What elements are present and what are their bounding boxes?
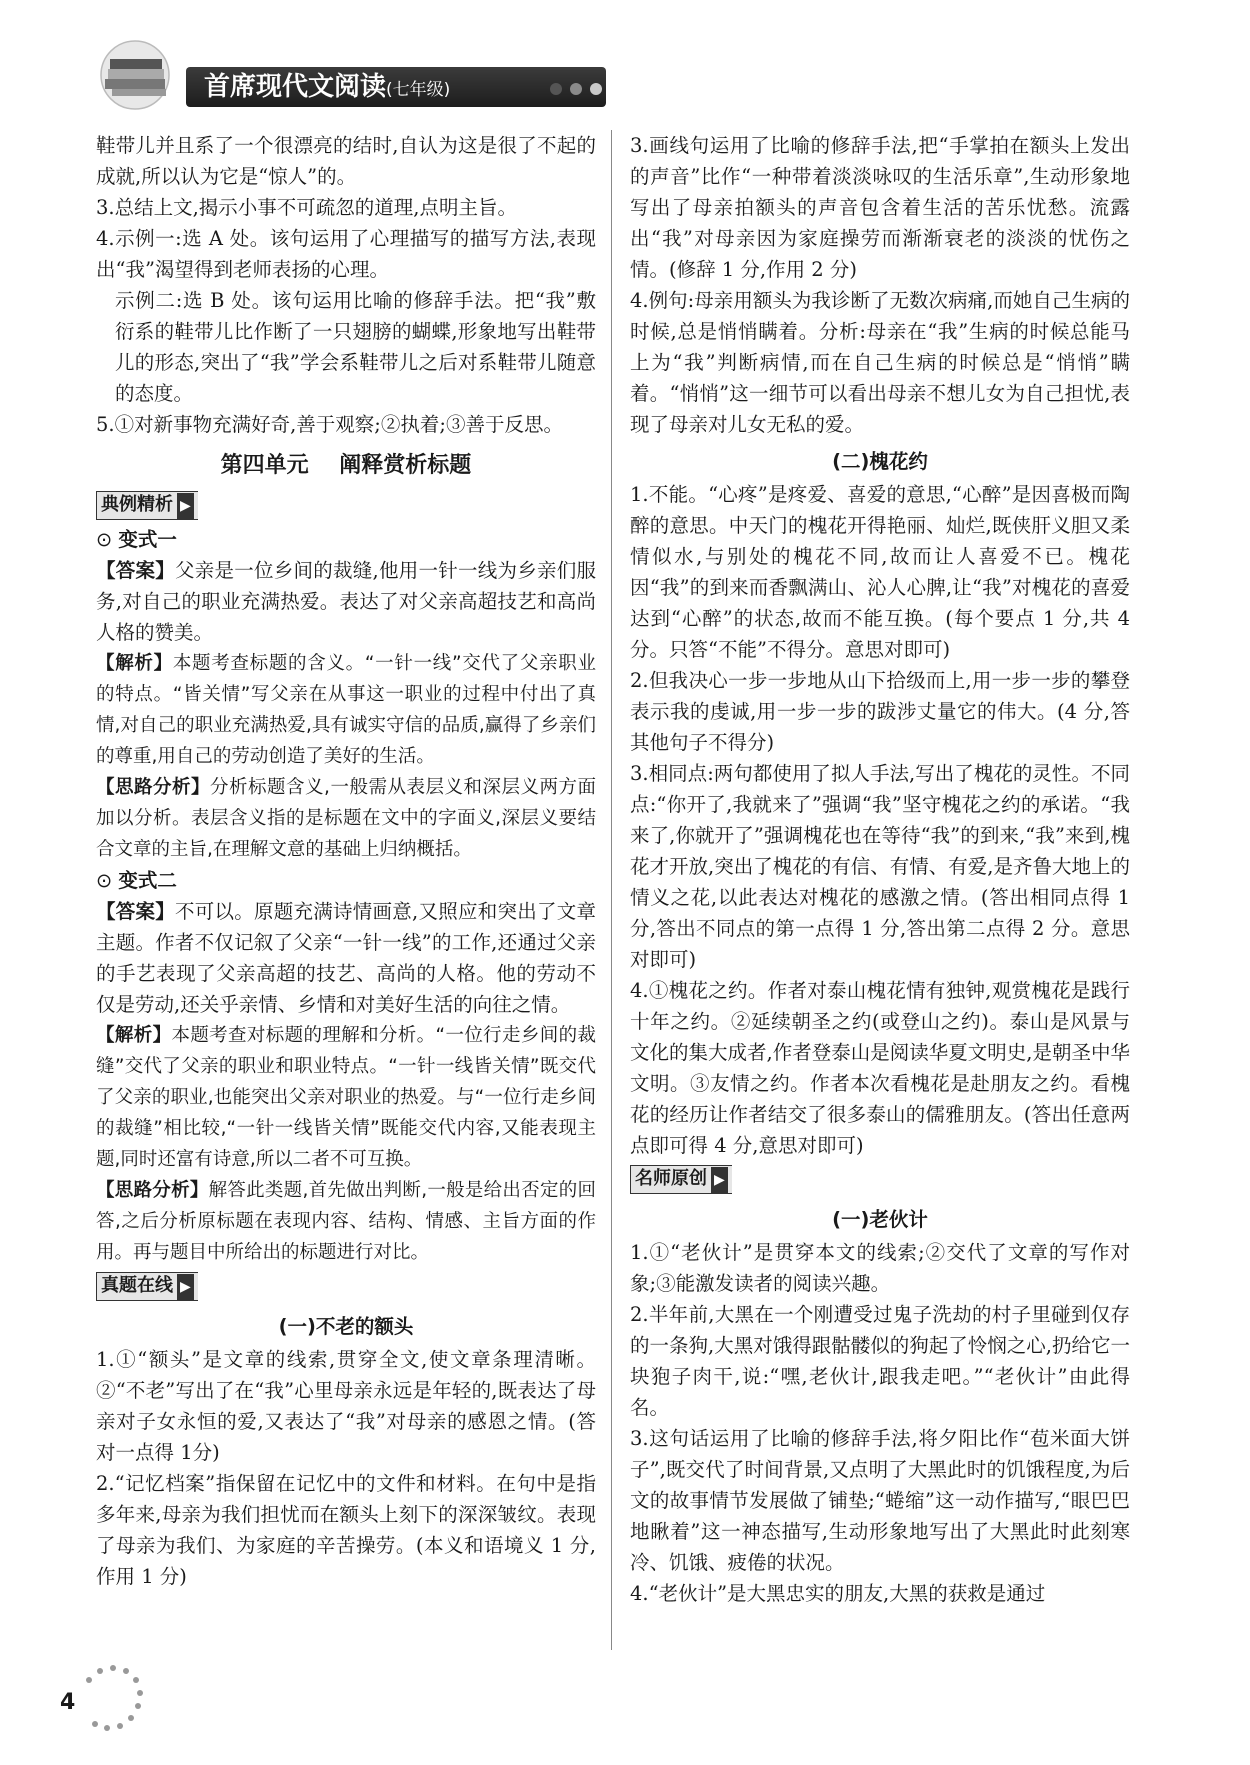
thinking-text: 分析标题含义,一般需从表层义和深层义两方面加以分析。表层含义指的是标题在文中的字面义,深层义要结合文章的主旨,在理解文意的基础上归纳概括。 [96, 777, 596, 860]
answer-text: 不可以。原题充满诗情画意,又照应和突出了文章主题。作者不仅记叙了父亲“一针一线”的工作,还通过父亲的手艺表现了父亲高超的技艺、高尚的人格。他的劳动不仅是劳动,还关乎亲情、乡情和对美好生活的向往之情。 [96, 900, 596, 1016]
answer-line: 4.示例一:选 A 处。该句运用了心理描写的描写方法,表现出“我”渴望得到老师表扬的心理。 [96, 227, 596, 281]
dot-icon [590, 83, 602, 95]
book-grade: (七年级) [386, 80, 451, 100]
thinking-block [96, 1175, 596, 1268]
thinking-block [96, 772, 596, 865]
passage-title: (一)不老的额头 [278, 1315, 414, 1338]
answer-line: 4.例句:母亲用额头为我诊断了无数次病痛,而她自己生病的时候,总是悄悄瞒着。分析:母亲在“我”生病的时候总能马上为“我”判断病情,而在自己生病的时候总是“悄悄”瞒着。“悄悄”这一细节可以看出母亲不想儿女为自己担忧,表现了母亲对儿女无私的爱。 [630, 289, 1130, 436]
answer-line: 3.相同点:两句都使用了拟人手法,写出了槐花的灵性。不同点:“你开了,我就来了”强调“我”坚守槐花之约的承诺。“我来了,你就开了”强调槐花也在等待“我”的到来,“我”来到,槐花才开放,突出了槐花的有信、有情、有爱,是齐鲁大地上的情义之花,以此表达对槐花的感激之情。(答出相同点得 1 分,答出不同点的第一点得 1 分,答出第二点得 2 分。意思对即可) [630, 762, 1130, 971]
section-tag-label: 真题在线 [101, 1275, 173, 1296]
dot-icon [550, 83, 562, 95]
section-tag [96, 491, 198, 520]
variant-label: 变式二 [118, 869, 177, 892]
answer-line: 1.①“额头”是文章的线索,贯穿全文,使文章条理清晰。②“不老”写出了在“我”心里母亲永远是年轻的,既表达了母亲对子女永恒的爱,又表达了“我”对母亲的感恩之情。(答对一点得 1分) [96, 1348, 596, 1464]
variant-heading [96, 865, 596, 896]
answer-line: 1.不能。“心疼”是疼爱、喜爱的意思,“心醉”是因喜极而陶醉的意思。中天门的槐花开得艳丽、灿烂,既侠肝义胆又柔情似水,与别处的槐花不同,故而让人喜爱不已。槐花因“我”的到来而香飘满山、沁人心脾,让“我”对槐花的喜爱达到“心醉”的状态,故而不能互换。(每个要点 1 分,共 4 分。只答“不能”不得分。意思对即可) [630, 483, 1130, 661]
answer-line: 1.①“老伙计”是贯穿本文的线索;②交代了文章的写作对象;③能激发读者的阅读兴趣。 [630, 1241, 1130, 1295]
answer-line: 3.画线句运用了比喻的修辞手法,把“手掌拍在额头上发出的声音”比作“一种带着淡淡咏叹的生活乐章”,生动形象地写出了母亲拍额头的声音包含着生活的苦乐忧愁。流露出“我”对母亲因为家庭操劳而渐渐衰老的淡淡的忧伤之情。(修辞 1 分,作用 2 分) [630, 134, 1130, 281]
thinking-text: 解答此类题,首先做出判断,一般是给出否定的回答,之后分析原标题在表现内容、结构、情感、主旨方面的作用。再与题目中所给出的标题进行对比。 [96, 1180, 596, 1263]
variant-heading [96, 524, 596, 555]
answer-line: 2.“记忆档案”指保留在记忆中的文件和材料。在句中是指多年来,母亲为我们担忧而在额头上刻下的深深皱纹。表现了母亲为我们、为家庭的辛苦操劳。(本义和语境义 1 分,作用 1 分) [96, 1472, 596, 1588]
answer-label: 【答案】 [96, 559, 176, 582]
column-divider [611, 130, 612, 1650]
play-arrow-icon: ▶ [177, 1274, 194, 1300]
analysis-label: 【解析】 [96, 1025, 172, 1046]
thinking-label: 【思路分析】 [96, 777, 211, 798]
bullet-icon: ⊙ [96, 528, 113, 551]
page-number: 4 [60, 1690, 76, 1715]
answer-line: 3.这句话运用了比喻的修辞手法,将夕阳比作“苞米面大饼子”,既交代了时间背景,又点明了大黑此时的饥饿程度,为后文的故事情节发展做了铺垫;“蜷缩”这一动作描写,“眼巴巴地瞅着”这一神态描写,生动形象地写出了大黑此时此刻寒冷、饥饿、疲倦的状况。 [630, 1427, 1130, 1574]
dot-icon [570, 83, 582, 95]
answer-block [96, 896, 596, 1020]
bullet-icon: ⊙ [96, 869, 113, 892]
section-tag-label: 名师原创 [635, 1168, 707, 1189]
answer-label: 【答案】 [96, 900, 176, 923]
analysis-block [96, 1020, 596, 1175]
analysis-text: 本题考查对标题的理解和分析。“一位行走乡间的裁缝”交代了父亲的职业和职业特点。“一针一线皆关情”既交代了父亲的职业,也能突出父亲对职业的热爱。与“一位行走乡间的裁缝”相比较,“一针一线皆关情”既能交代内容,又能表现主题,同时还富有诗意,所以二者不可互换。 [96, 1025, 596, 1170]
play-arrow-icon: ▶ [177, 493, 194, 519]
answer-line: 鞋带儿并且系了一个很漂亮的结时,自认为这是很了不起的成就,所以认为它是“惊人”的。 [96, 134, 596, 188]
answer-line: 2.但我决心一步一步地从山下拾级而上,用一步一步的攀登表示我的虔诚,用一步一步的跋涉丈量它的伟大。(4 分,答其他句子不得分) [630, 669, 1130, 754]
book-title: 首席现代文阅读 [204, 72, 387, 102]
page-number-decoration-icon [78, 1660, 148, 1740]
analysis-label: 【解析】 [96, 653, 173, 674]
thinking-label: 【思路分析】 [96, 1180, 209, 1201]
book-title-bar [186, 67, 606, 107]
analysis-block [96, 648, 596, 772]
section-tag-label: 典例精析 [101, 494, 173, 515]
section-tag [96, 1272, 198, 1301]
passage-title: (二)槐花约 [832, 450, 928, 473]
section-tag [630, 1165, 732, 1194]
answer-block [96, 555, 596, 648]
books-icon [90, 35, 180, 110]
left-column [96, 130, 596, 1592]
right-column [630, 130, 1130, 1609]
answer-line: 2.半年前,大黑在一个刚遭受过鬼子洗劫的村子里碰到仅存的一条狗,大黑对饿得跟骷髅似的狗起了怜悯之心,扔给它一块狍子肉干,说:“嘿,老伙计,跟我走吧。”“老伙计”由此得名。 [630, 1303, 1130, 1419]
answer-line: 4.“老伙计”是大黑忠实的朋友,大黑的获救是通过 [630, 1582, 1046, 1605]
answer-line: 5.①对新事物充满好奇,善于观察;②执着;③善于反思。 [96, 413, 563, 436]
answer-line: 3.总结上文,揭示小事不可疏忽的道理,点明主旨。 [96, 196, 518, 219]
passage-title: (一)老伙计 [832, 1208, 928, 1231]
answer-line: 示例二:选 B 处。该句运用比喻的修辞手法。把“我”敷衍系的鞋带儿比作断了一只翅膀的蝴蝶,形象地写出鞋带儿的形态,突出了“我”学会系鞋带儿之后对系鞋带儿随意的态度。 [115, 289, 596, 405]
play-arrow-icon: ▶ [711, 1167, 728, 1193]
answer-line: 4.①槐花之约。作者对泰山槐花情有独钟,观赏槐花是践行十年之约。②延续朝圣之约(或登山之约)。泰山是风景与文化的集大成者,作者登泰山是阅读华夏文明史,是朝圣中华文明。③友情之约。作者本次看槐花是赴朋友之约。看槐花的经历让作者结交了很多泰山的儒雅朋友。(答出任意两点即可得 4 分,意思对即可) [630, 979, 1130, 1157]
answer-text: 父亲是一位乡间的裁缝,他用一针一线为乡亲们服务,对自己的职业充满热爱。表达了对父亲高超技艺和高尚人格的赞美。 [96, 559, 596, 644]
analysis-text: 本题考查标题的含义。“一针一线”交代了父亲职业的特点。“皆关情”写父亲在从事这一职业的过程中付出了真情,对自己的职业充满热爱,具有诚实守信的品质,赢得了乡亲们的尊重,用自己的劳动创造了美好的生活。 [96, 653, 596, 767]
unit-title: 第四单元 阐释赏析标题 [220, 453, 472, 478]
header-dots [550, 80, 610, 99]
variant-label: 变式一 [118, 528, 177, 551]
